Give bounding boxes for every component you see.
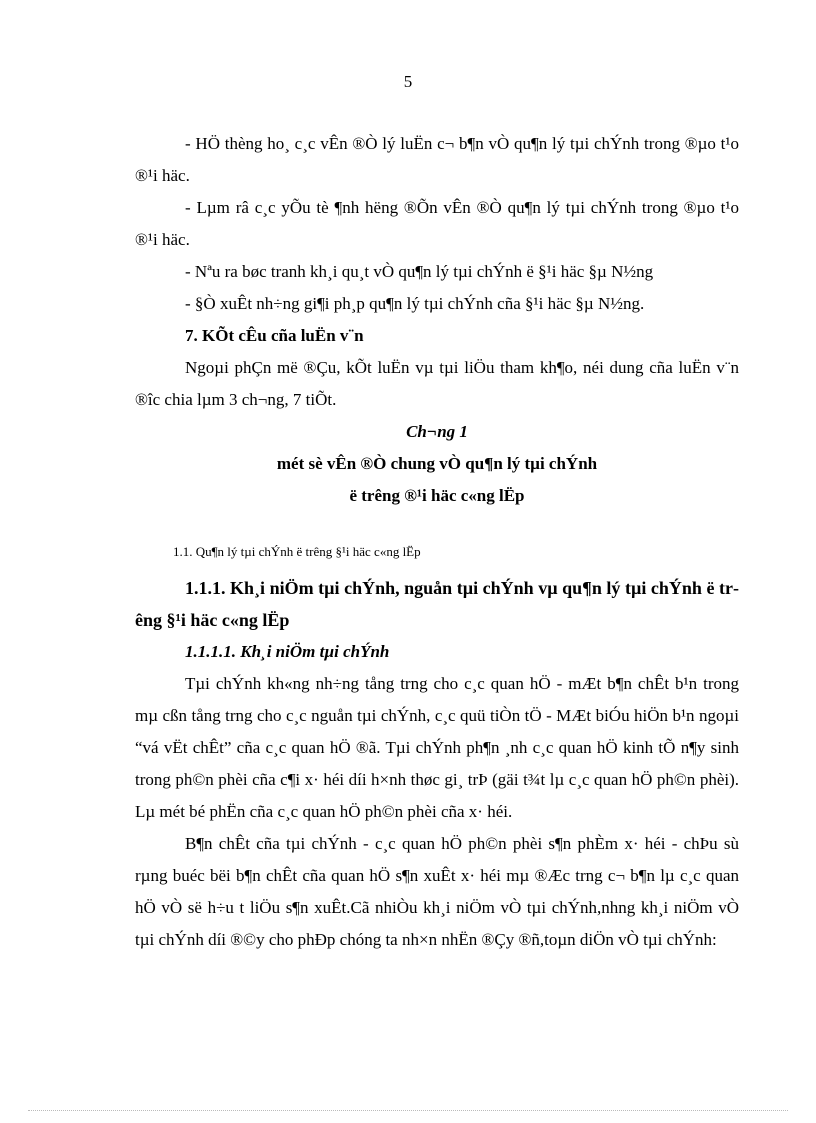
chapter-number: Ch¬ng 1 (406, 422, 468, 441)
chapter-title-line-1: mét sè vÊn ®Ò chung vÒ qu¶n lý tµi chÝnh (276, 454, 598, 473)
paragraph-structure: Ngoµi phÇn më ®Çu, kÕt luËn vµ tµi liÖu tham kh¶o, néi dung cña luËn v¨n ®îc chia lµm 3 ch¬ng, 7 tiÕt. (135, 358, 739, 409)
chapter-title-line-2: ë trêng ®¹i häc c«ng lËp (349, 486, 525, 505)
section-7-heading: 7. KÕt cÊu cña luËn v¨n (185, 326, 364, 345)
section-1-1-heading: 1.1. Qu¶n lý tµi chÝnh ë trêng §¹i häc c«ng lËp (173, 544, 421, 559)
paragraph-objective-2: - Lµm râ c¸c yÕu tè ¶nh hëng ®Õn vÊn ®Ò qu¶n lý tµi chÝnh trong ®µo t¹o ®¹i häc. (135, 198, 739, 249)
paragraph-finance-definition: Tµi chÝnh kh«ng nh÷ng tång trng cho c¸c quan hÖ - mÆt b¶n chÊt b¹n trong mµ cßn tång trng cho c¸c nguån tµi chÝnh, c¸c quü tiÒn tÖ - MÆt biÓu hiÖn b¹n ngoµi “vá vËt chÊt” cña c¸c quan hÖ ®ã. Tµi chÝnh ph¶n ¸nh c¸c quan hÖ kinh tÕ n¶y sinh trong ph©n phèi cña c¶i x· héi díi h×nh thøc gi¸ trÞ (gäi t¾t lµ c¸c quan hÖ ph©n phèi). Lµ mét bé phËn cña c¸c quan hÖ ph©n phèi cña x· héi. (135, 674, 739, 821)
paragraph-finance-nature: B¶n chÊt cña tµi chÝnh - c¸c quan hÖ ph©n phèi s¶n phÈm x· héi - chÞu sù rµng buéc bëi b¶n chÊt cña quan hÖ s¶n xuÊt x· héi mµ ®Æc trng c¬ b¶n lµ c¸c quan hÖ vÒ së h÷u t liÖu s¶n xuÊt.Cã nhiÒu kh¸i niÖm vÒ tµi chÝnh,nhng kh¸i niÖm vÒ tµi chÝnh díi ®©y cho phÐp chóng ta nh×n nhËn ®Çy ®ñ,toµn diÖn vÒ tµi chÝnh: (135, 834, 739, 949)
page-number: 5 (403, 72, 413, 91)
page-bottom-divider (28, 1110, 788, 1111)
section-1-1-1-heading: 1.1.1. Kh¸i niÖm tµi chÝnh, nguån tµi chÝnh vµ qu¶n lý tµi chÝnh ë trêng §¹i häc c«ng lËp (135, 578, 739, 630)
section-1-1-1-1-heading: 1.1.1.1. Kh¸i niÖm tµi chÝnh (185, 642, 390, 661)
paragraph-objective-3: - Nªu ra bøc tranh kh¸i qu¸t vÒ qu¶n lý tµi chÝnh ë §¹i häc §µ N½ng (185, 262, 654, 281)
paragraph-objective-4: - §Ò xuÊt nh÷ng gi¶i ph¸p qu¶n lý tµi chÝnh cña §¹i häc §µ N½ng. (185, 294, 645, 313)
document-body (135, 128, 739, 956)
paragraph-objective-1: - HÖ thèng ho¸ c¸c vÊn ®Ò lý luËn c¬ b¶n vÒ qu¶n lý tµi chÝnh trong ®µo t¹o ®¹i häc. (135, 134, 739, 185)
